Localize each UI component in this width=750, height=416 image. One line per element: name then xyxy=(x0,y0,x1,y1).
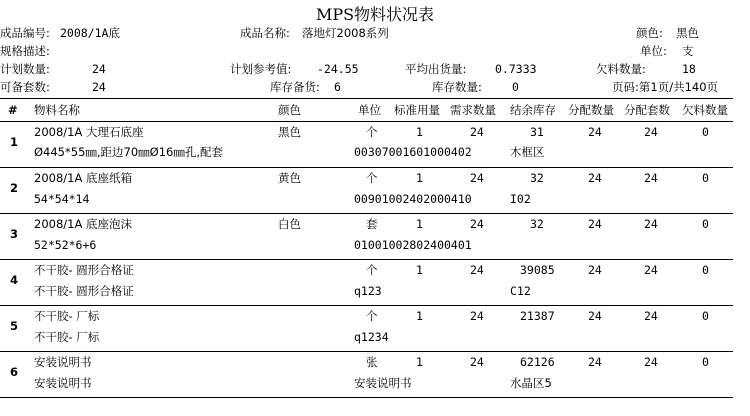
report-title: MPS物料状况表 xyxy=(315,5,435,24)
alloc-sets: 24 xyxy=(644,125,658,139)
demand-qty: 24 xyxy=(470,171,484,185)
table-top-border xyxy=(0,98,733,99)
material-unit: 张 xyxy=(366,355,378,369)
stock-reserve: 6 xyxy=(334,80,341,94)
row-divider xyxy=(0,397,733,398)
std-qty: 1 xyxy=(416,355,423,369)
col-demand: 需求数量 xyxy=(450,103,496,117)
stock-balance: 31 xyxy=(530,125,544,139)
stock-location: C12 xyxy=(510,284,531,298)
col-stock: 结余库存 xyxy=(510,103,556,117)
row-number: 4 xyxy=(10,273,19,287)
material-spec: 不干胶- 厂标 xyxy=(34,330,100,344)
material-unit: 个 xyxy=(366,171,378,185)
alloc-qty: 24 xyxy=(588,355,602,369)
color-value: 黑色 xyxy=(676,26,699,40)
row-divider xyxy=(0,351,733,352)
plan-qty-label: 计划数量: xyxy=(0,62,50,76)
stock-qty-label: 库存数量: xyxy=(432,80,482,94)
alloc-sets: 24 xyxy=(644,217,658,231)
alloc-qty: 24 xyxy=(588,171,602,185)
shortage-value: 0 xyxy=(702,355,709,369)
product-name: 落地灯2008系列 xyxy=(302,26,389,40)
stock-balance: 32 xyxy=(530,171,544,185)
alloc-qty: 24 xyxy=(588,125,602,139)
row-number: 1 xyxy=(10,135,19,149)
material-code: 安装说明书 xyxy=(354,376,412,390)
material-spec: 不干胶- 圆形合格证 xyxy=(34,284,134,298)
shortage-value: 0 xyxy=(702,217,709,231)
material-name: 2008/1A 大理石底座 xyxy=(34,125,144,139)
material-unit: 个 xyxy=(366,309,378,323)
demand-qty: 24 xyxy=(470,263,484,277)
alloc-sets: 24 xyxy=(644,171,658,185)
material-spec: 54*54*14 xyxy=(34,192,90,206)
row-divider xyxy=(0,167,733,168)
demand-qty: 24 xyxy=(470,355,484,369)
material-unit: 套 xyxy=(366,217,378,231)
shortage-qty: 18 xyxy=(682,62,696,76)
material-code: 00307001601000402 xyxy=(354,145,472,159)
std-qty: 1 xyxy=(416,309,423,323)
plan-ref-label: 计划参考值: xyxy=(230,62,292,76)
std-qty: 1 xyxy=(416,171,423,185)
stock-balance: 62126 xyxy=(520,355,555,369)
row-divider xyxy=(0,259,733,260)
stock-location: I02 xyxy=(510,192,531,206)
material-spec: 52*52*6+6 xyxy=(34,238,97,252)
row-number: 2 xyxy=(10,181,19,195)
material-color: 黄色 xyxy=(278,171,301,185)
material-unit: 个 xyxy=(366,263,378,277)
material-code: q123 xyxy=(354,284,382,298)
std-qty: 1 xyxy=(416,217,423,231)
page-info: 页码:第1页/共140页 xyxy=(612,80,719,94)
avg-out-label: 平均出货量: xyxy=(405,62,467,76)
material-color: 黑色 xyxy=(278,125,301,139)
row-divider xyxy=(0,305,733,306)
material-code: q1234 xyxy=(354,330,389,344)
col-shortage: 欠料数量 xyxy=(682,103,728,117)
material-name: 不干胶- 厂标 xyxy=(34,309,100,323)
demand-qty: 24 xyxy=(470,309,484,323)
material-name: 安装说明书 xyxy=(34,355,92,369)
demand-qty: 24 xyxy=(470,217,484,231)
spec-label: 规格描述: xyxy=(0,44,50,58)
plan-ref: -24.55 xyxy=(317,62,359,76)
stock-balance: 32 xyxy=(530,217,544,231)
col-color: 颜色 xyxy=(278,103,301,117)
row-number: 6 xyxy=(10,365,19,379)
material-code: 00901002402000410 xyxy=(354,192,472,206)
material-name: 2008/1A 底座纸箱 xyxy=(34,171,132,185)
demand-qty: 24 xyxy=(470,125,484,139)
product-code-label: 成品编号: xyxy=(0,26,50,40)
avg-out: 0.7333 xyxy=(495,62,537,76)
alloc-qty: 24 xyxy=(588,263,602,277)
alloc-sets: 24 xyxy=(644,309,658,323)
std-qty: 1 xyxy=(416,125,423,139)
plan-qty: 24 xyxy=(92,62,106,76)
material-spec: 安装说明书 xyxy=(34,376,92,390)
unit-value: 支 xyxy=(682,44,694,58)
color-label: 颜色: xyxy=(636,26,663,40)
stock-reserve-label: 库存备货: xyxy=(270,80,320,94)
stock-balance: 21387 xyxy=(520,309,555,323)
col-no: # xyxy=(8,103,18,117)
alloc-qty: 24 xyxy=(588,217,602,231)
shortage-qty-label: 欠料数量: xyxy=(596,62,646,76)
row-number: 5 xyxy=(10,319,19,333)
stock-location: 木框区 xyxy=(510,145,545,159)
stock-qty: 0 xyxy=(512,80,519,94)
alloc-sets: 24 xyxy=(644,355,658,369)
alloc-qty: 24 xyxy=(588,309,602,323)
material-code: 01001002802400401 xyxy=(354,238,472,252)
avail-sets-label: 可备套数: xyxy=(0,80,50,94)
col-name: 物料名称 xyxy=(34,103,80,117)
shortage-value: 0 xyxy=(702,125,709,139)
material-color: 白色 xyxy=(278,217,301,231)
col-alloc-qty: 分配数量 xyxy=(568,103,614,117)
alloc-sets: 24 xyxy=(644,263,658,277)
row-number: 3 xyxy=(10,227,19,241)
material-name: 不干胶- 圆形合格证 xyxy=(34,263,134,277)
shortage-value: 0 xyxy=(702,263,709,277)
material-unit: 个 xyxy=(366,125,378,139)
material-spec: Ø445*55㎜,距边70㎜Ø16㎜孔,配套 xyxy=(34,145,224,159)
shortage-value: 0 xyxy=(702,171,709,185)
product-name-label: 成品名称: xyxy=(240,26,290,40)
stock-balance: 39085 xyxy=(520,263,555,277)
col-alloc-sets: 分配套数 xyxy=(624,103,670,117)
row-divider xyxy=(0,213,733,214)
std-qty: 1 xyxy=(416,263,423,277)
product-code: 2008/1A底 xyxy=(60,26,120,40)
unit-label: 单位: xyxy=(640,44,667,58)
col-std-qty: 标准用量 xyxy=(394,103,440,117)
header-divider xyxy=(0,121,733,122)
avail-sets: 24 xyxy=(92,80,106,94)
shortage-value: 0 xyxy=(702,309,709,323)
material-name: 2008/1A 底座泡沫 xyxy=(34,217,132,231)
stock-location: 水晶区5 xyxy=(510,376,552,390)
col-unit: 单位 xyxy=(358,103,381,117)
